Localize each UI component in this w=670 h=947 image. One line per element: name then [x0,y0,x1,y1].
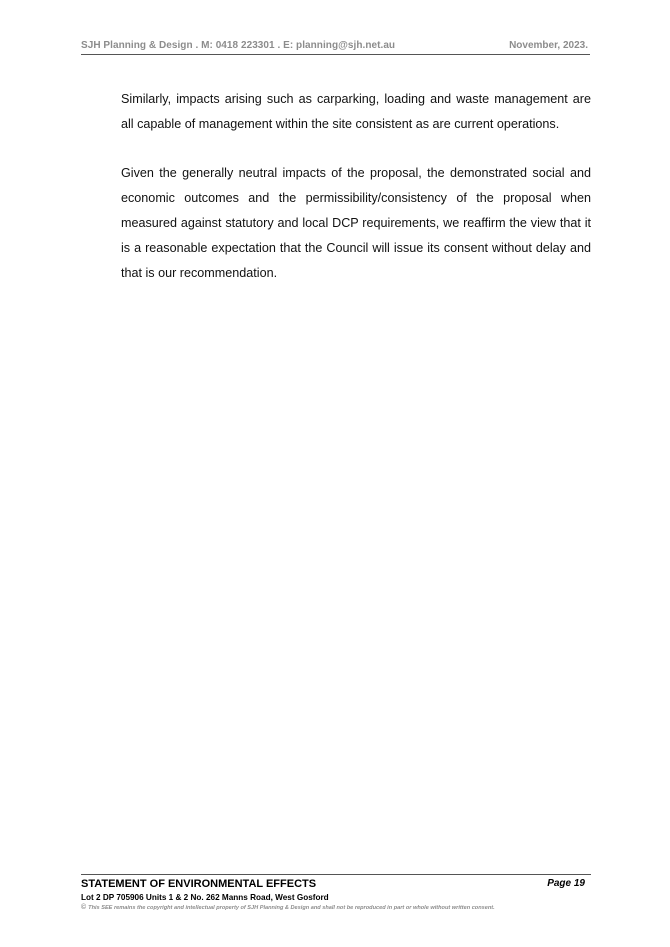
footer-copyright-text: This SEE remains the copyright and intellectual property of SJH Planning & Design and shall not be reproduced in part or whole without written consent. [88,905,495,911]
page-header [81,40,590,55]
header-date: November, 2023. [509,40,588,51]
footer-document-title: STATEMENT OF ENVIRONMENTAL EFFECTS [81,878,317,890]
copyright-icon: © [81,904,87,911]
footer-title-row [81,878,591,894]
body-paragraph: Given the generally neutral impacts of the proposal, the demonstrated social and economic outcomes and the permissibility/consistency of the proposal when measured against statutory and local DCP requirements, we reaffirm the view that it is a reasonable expectation that the Council will issue its consent without delay and that is our recommendation. [121,166,591,280]
footer-lot-address: Lot 2 DP 705906 Units 1 & 2 No. 262 Manns Road, West Gosford [81,893,329,902]
header-contact: SJH Planning & Design . M: 0418 223301 . E: planning@sjh.net.au [81,40,396,51]
body-paragraph: Similarly, impacts arising such as carparking, loading and waste management are all capable of management within the site consistent as are current operations. [121,92,591,131]
body-content [121,87,591,310]
footer-page-number: Page 19 [547,878,585,889]
footer-copyright [81,904,591,911]
page-footer [81,874,591,911]
